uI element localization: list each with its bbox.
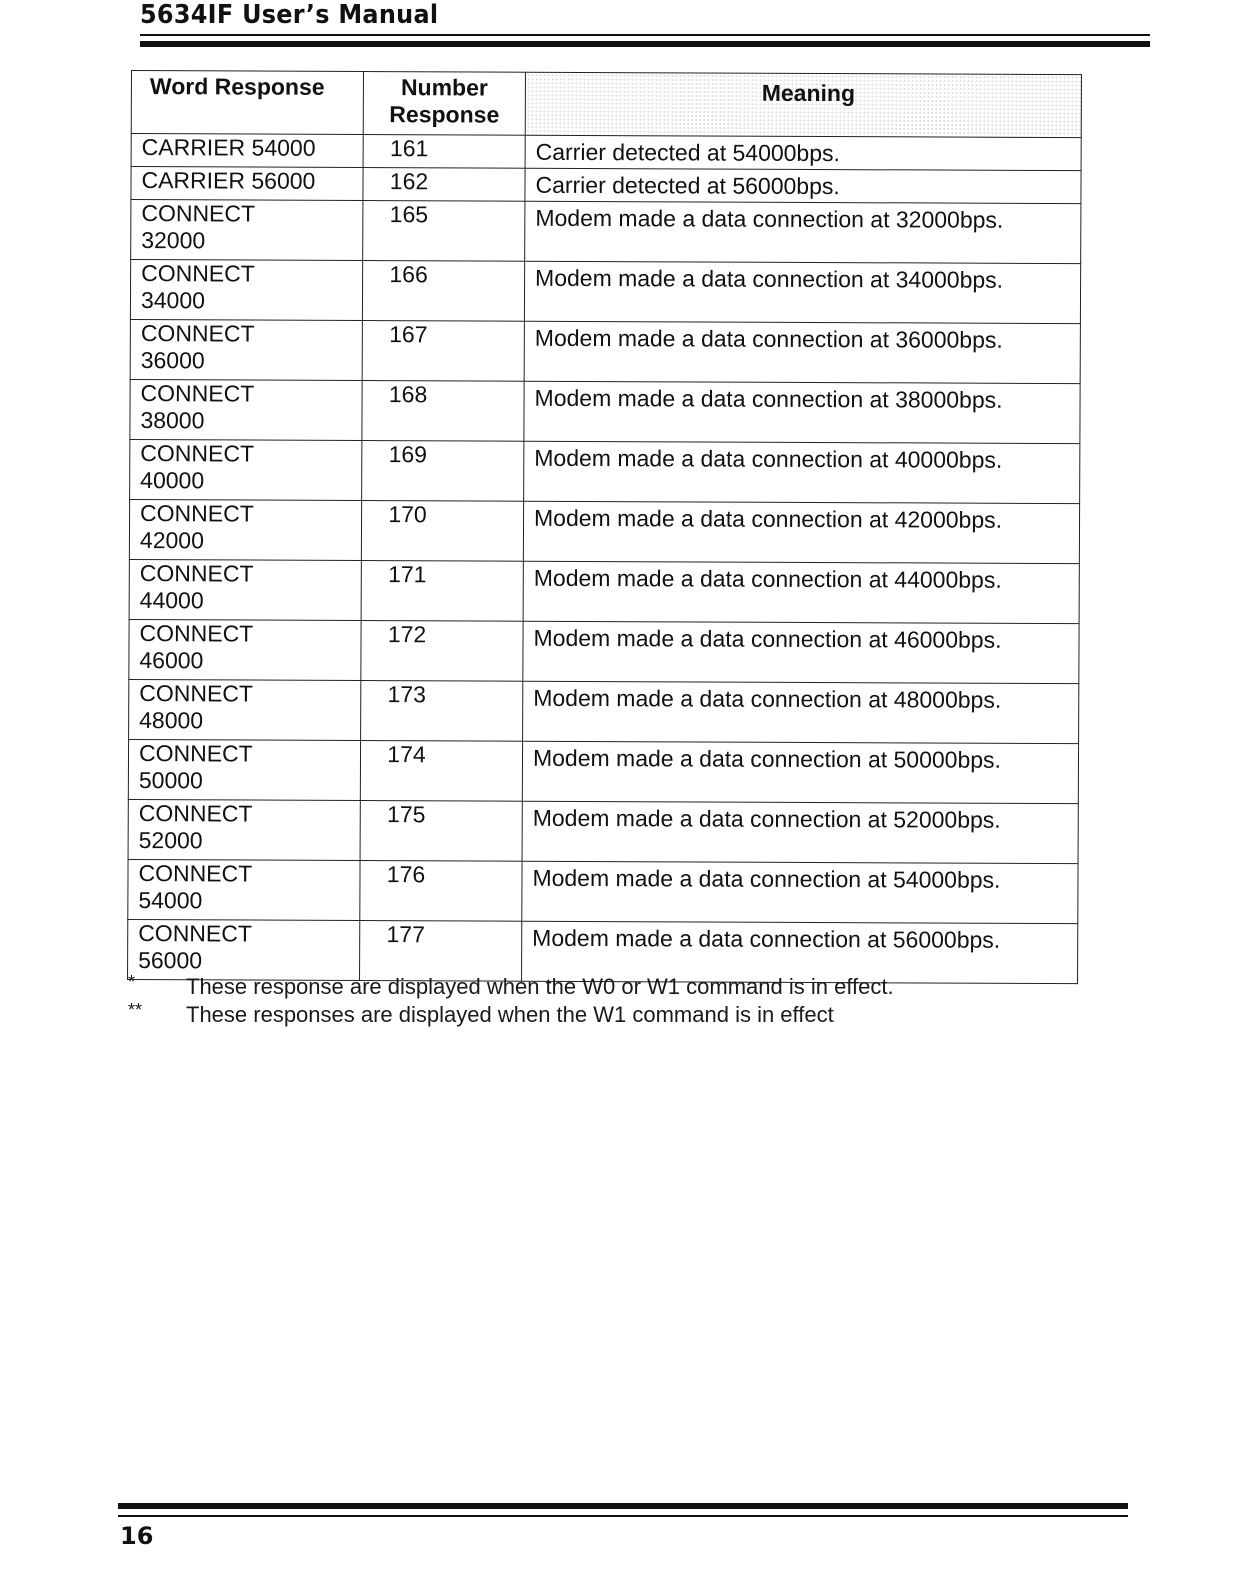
footnote-mark: * <box>128 972 136 992</box>
table-row <box>131 167 1081 204</box>
header-rule-thin <box>140 34 1150 36</box>
word-response-cell: CONNECT 44000 <box>129 559 361 620</box>
number-response-cell: 173 <box>361 681 523 742</box>
word-response-cell: CONNECT 32000 <box>131 200 363 261</box>
word-response-cell: CONNECT 52000 <box>128 799 360 860</box>
number-response-cell: 169 <box>362 441 524 502</box>
meaning-cell: Modem made a data connection at 56000bps. <box>522 921 1078 983</box>
column-header-number-response: Number Response <box>363 72 525 136</box>
table-row <box>129 499 1079 563</box>
word-response-cell: CONNECT 50000 <box>128 739 360 800</box>
word-response-cell: CARRIER 56000 <box>131 167 363 201</box>
column-header-word-response: Word Response <box>131 71 363 135</box>
meaning-cell: Carrier detected at 54000bps. <box>525 135 1081 170</box>
column-header-meaning: Meaning <box>525 72 1081 137</box>
number-response-cell: 172 <box>361 621 523 682</box>
word-response-cell: CONNECT 48000 <box>129 679 361 740</box>
meaning-cell: Modem made a data connection at 42000bps. <box>523 501 1079 563</box>
number-response-cell: 174 <box>360 741 522 802</box>
word-response-cell: CONNECT 42000 <box>129 499 361 560</box>
number-response-cell: 165 <box>363 201 525 262</box>
table-row <box>130 439 1080 503</box>
table-row <box>129 679 1079 743</box>
word-response-cell: CONNECT 36000 <box>130 319 362 380</box>
table-row <box>128 859 1078 923</box>
meaning-cell: Modem made a data connection at 36000bps. <box>524 321 1080 383</box>
word-response-cell: CARRIER 54000 <box>131 134 363 168</box>
number-response-cell: 161 <box>363 135 525 169</box>
table-row <box>131 200 1081 264</box>
meaning-cell: Modem made a data connection at 50000bps. <box>522 741 1078 803</box>
number-response-cell: 177 <box>360 921 522 982</box>
number-response-cell: 162 <box>363 168 525 202</box>
footnote-mark: ** <box>128 1000 143 1020</box>
table-row <box>128 799 1078 863</box>
footnote-text: These response are displayed when the W0 or W1 command is in effect. <box>186 974 894 999</box>
table-row <box>130 379 1080 443</box>
word-response-cell: CONNECT 56000 <box>128 919 360 980</box>
page-number: 16 <box>120 1522 154 1550</box>
meaning-cell: Modem made a data connection at 48000bps. <box>523 681 1079 743</box>
number-response-cell: 168 <box>362 381 524 442</box>
meaning-cell: Modem made a data connection at 52000bps. <box>522 801 1078 863</box>
number-response-cell: 170 <box>361 501 523 562</box>
footer-rule-thick <box>118 1503 1128 1509</box>
meaning-cell: Modem made a data connection at 46000bps. <box>523 621 1079 683</box>
footnote-single-asterisk <box>128 974 1028 1004</box>
meaning-cell: Modem made a data connection at 34000bps. <box>524 261 1080 323</box>
word-response-cell: CONNECT 38000 <box>130 379 362 440</box>
table-header-row <box>131 71 1081 138</box>
meaning-cell: Carrier detected at 56000bps. <box>525 168 1081 203</box>
word-response-cell: CONNECT 40000 <box>130 439 362 500</box>
table-row <box>130 260 1080 324</box>
number-response-cell: 166 <box>362 261 524 322</box>
word-response-cell: CONNECT 46000 <box>129 619 361 680</box>
table-row <box>129 559 1079 623</box>
meaning-cell: Modem made a data connection at 44000bps. <box>523 561 1079 623</box>
meaning-cell: Modem made a data connection at 32000bps. <box>525 201 1081 263</box>
response-table <box>127 70 1082 984</box>
table-row <box>129 619 1079 683</box>
word-response-cell: CONNECT 34000 <box>130 260 362 321</box>
table-row <box>131 134 1081 171</box>
table-row <box>130 319 1080 383</box>
meaning-cell: Modem made a data connection at 54000bps. <box>522 861 1078 923</box>
footer-rule-thin <box>118 1515 1128 1517</box>
number-response-cell: 175 <box>360 801 522 862</box>
number-response-cell: 171 <box>361 561 523 622</box>
meaning-cell: Modem made a data connection at 38000bps. <box>524 381 1080 443</box>
table-row <box>128 739 1078 803</box>
footnote-text: These responses are displayed when the W1 command is in effect <box>186 1002 834 1027</box>
number-response-cell: 167 <box>362 321 524 382</box>
word-response-cell: CONNECT 54000 <box>128 859 360 920</box>
number-response-cell: 176 <box>360 861 522 922</box>
footnote-double-asterisk <box>128 1002 1028 1032</box>
header-rule-thick <box>140 41 1150 47</box>
meaning-cell: Modem made a data connection at 40000bps. <box>524 441 1080 503</box>
page-title: 5634IF User’s Manual <box>140 0 439 30</box>
